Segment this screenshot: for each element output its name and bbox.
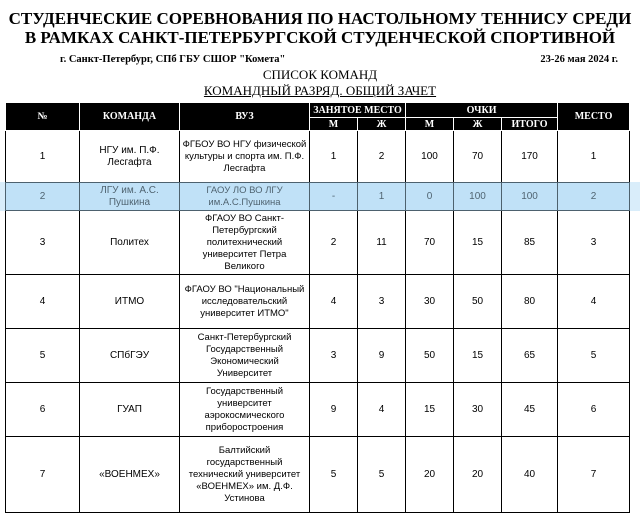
row-team: Политех bbox=[80, 211, 180, 275]
row-points-zh: 15 bbox=[454, 211, 502, 275]
header-place-m: М bbox=[310, 118, 358, 131]
row-points-zh: 15 bbox=[454, 329, 502, 383]
row-total: 40 bbox=[502, 437, 558, 513]
event-dates: 23-26 мая 2024 г. bbox=[540, 54, 618, 65]
row-university: Санкт-Петербургский Государственный Экономический Университет bbox=[180, 329, 310, 383]
results-table bbox=[5, 102, 630, 513]
header-points-zh: Ж bbox=[454, 118, 502, 131]
document-title-line-2: В РАМКАХ САНКТ-ПЕТЕРБУРГСКОЙ СТУДЕНЧЕСКОЙ СПОРТИВНОЙ bbox=[24, 28, 616, 47]
row-place: 6 bbox=[558, 383, 630, 437]
table-row bbox=[6, 211, 630, 275]
row-place: 7 bbox=[558, 437, 630, 513]
row-place: 2 bbox=[558, 183, 630, 211]
row-place-m: - bbox=[310, 183, 358, 211]
document-title-line-1: СТУДЕНЧЕСКИЕ СОРЕВНОВАНИЯ ПО НАСТОЛЬНОМУ ТЕННИСУ СРЕДИ bbox=[8, 9, 632, 28]
header-points: ОЧКИ bbox=[406, 103, 558, 118]
row-university: ГАОУ ЛО ВО ЛГУ им.А.С.Пушкина bbox=[180, 183, 310, 211]
row-place-m: 9 bbox=[310, 383, 358, 437]
row-points-zh: 70 bbox=[454, 131, 502, 183]
row-place: 5 bbox=[558, 329, 630, 383]
row-university: ФГАОУ ВО "Национальный исследовательский университет ИТМО" bbox=[180, 275, 310, 329]
row-team: НГУ им. П.Ф. Лесгафта bbox=[80, 131, 180, 183]
row-points-zh: 50 bbox=[454, 275, 502, 329]
row-total: 85 bbox=[502, 211, 558, 275]
row-place: 1 bbox=[558, 131, 630, 183]
row-num: 6 bbox=[6, 383, 80, 437]
table-row bbox=[6, 383, 630, 437]
row-place-m: 1 bbox=[310, 131, 358, 183]
row-num: 2 bbox=[6, 183, 80, 211]
header-total: ИТОГО bbox=[502, 118, 558, 131]
row-place-zh: 5 bbox=[358, 437, 406, 513]
header-num: № bbox=[6, 103, 80, 131]
row-place-zh: 3 bbox=[358, 275, 406, 329]
row-university: ФГАОУ ВО Санкт-Петербургский политехнический университет Петра Великого bbox=[180, 211, 310, 275]
table-row-selected[interactable] bbox=[6, 183, 630, 211]
row-num: 3 bbox=[6, 211, 80, 275]
row-place-zh: 4 bbox=[358, 383, 406, 437]
row-place-m: 3 bbox=[310, 329, 358, 383]
row-place: 4 bbox=[558, 275, 630, 329]
header-place-zh: Ж bbox=[358, 118, 406, 131]
table-row bbox=[6, 329, 630, 383]
row-points-m: 30 bbox=[406, 275, 454, 329]
row-place-zh: 11 bbox=[358, 211, 406, 275]
list-title: СПИСОК КОМАНД bbox=[262, 67, 378, 82]
row-university: Балтийский государственный технический университет «ВОЕНМЕХ» им. Д.Ф. Устинова bbox=[180, 437, 310, 513]
row-team: «ВОЕНМЕХ» bbox=[80, 437, 180, 513]
table-row bbox=[6, 131, 630, 183]
header-points-m: М bbox=[406, 118, 454, 131]
row-points-m: 0 bbox=[406, 183, 454, 211]
row-total: 80 bbox=[502, 275, 558, 329]
row-num: 1 bbox=[6, 131, 80, 183]
row-place-m: 2 bbox=[310, 211, 358, 275]
header-team: КОМАНДА bbox=[80, 103, 180, 131]
row-total: 170 bbox=[502, 131, 558, 183]
row-team: ЛГУ им. А.С. Пушкина bbox=[80, 183, 180, 211]
row-place-zh: 1 bbox=[358, 183, 406, 211]
table-row bbox=[6, 437, 630, 513]
row-num: 4 bbox=[6, 275, 80, 329]
event-location: г. Санкт-Петербург, СПб ГБУ СШОР "Комета" bbox=[60, 54, 286, 65]
row-university: ФГБОУ ВО НГУ физической культуры и спорта им. П.Ф. Лесгафта bbox=[180, 131, 310, 183]
row-team: ИТМО bbox=[80, 275, 180, 329]
row-points-m: 100 bbox=[406, 131, 454, 183]
row-place-zh: 2 bbox=[358, 131, 406, 183]
row-num: 7 bbox=[6, 437, 80, 513]
row-points-zh: 30 bbox=[454, 383, 502, 437]
row-total: 65 bbox=[502, 329, 558, 383]
header-place: МЕСТО bbox=[558, 103, 630, 131]
row-points-zh: 100 bbox=[454, 183, 502, 211]
row-team: ГУАП bbox=[80, 383, 180, 437]
row-points-m: 70 bbox=[406, 211, 454, 275]
row-place: 3 bbox=[558, 211, 630, 275]
row-team: СПбГЭУ bbox=[80, 329, 180, 383]
row-university: Государственный университет аэрокосмического приборостроения bbox=[180, 383, 310, 437]
header-university: ВУЗ bbox=[180, 103, 310, 131]
category-title: КОМАНДНЫЙ РАЗРЯД. ОБЩИЙ ЗАЧЕТ bbox=[203, 83, 437, 98]
row-total: 100 bbox=[502, 183, 558, 211]
row-place-m: 5 bbox=[310, 437, 358, 513]
row-points-m: 15 bbox=[406, 383, 454, 437]
table-row bbox=[6, 275, 630, 329]
row-place-m: 4 bbox=[310, 275, 358, 329]
header-place-taken: ЗАНЯТОЕ МЕСТО bbox=[310, 103, 406, 118]
row-points-m: 50 bbox=[406, 329, 454, 383]
row-num: 5 bbox=[6, 329, 80, 383]
row-points-m: 20 bbox=[406, 437, 454, 513]
row-total: 45 bbox=[502, 383, 558, 437]
row-points-zh: 20 bbox=[454, 437, 502, 513]
row-place-zh: 9 bbox=[358, 329, 406, 383]
